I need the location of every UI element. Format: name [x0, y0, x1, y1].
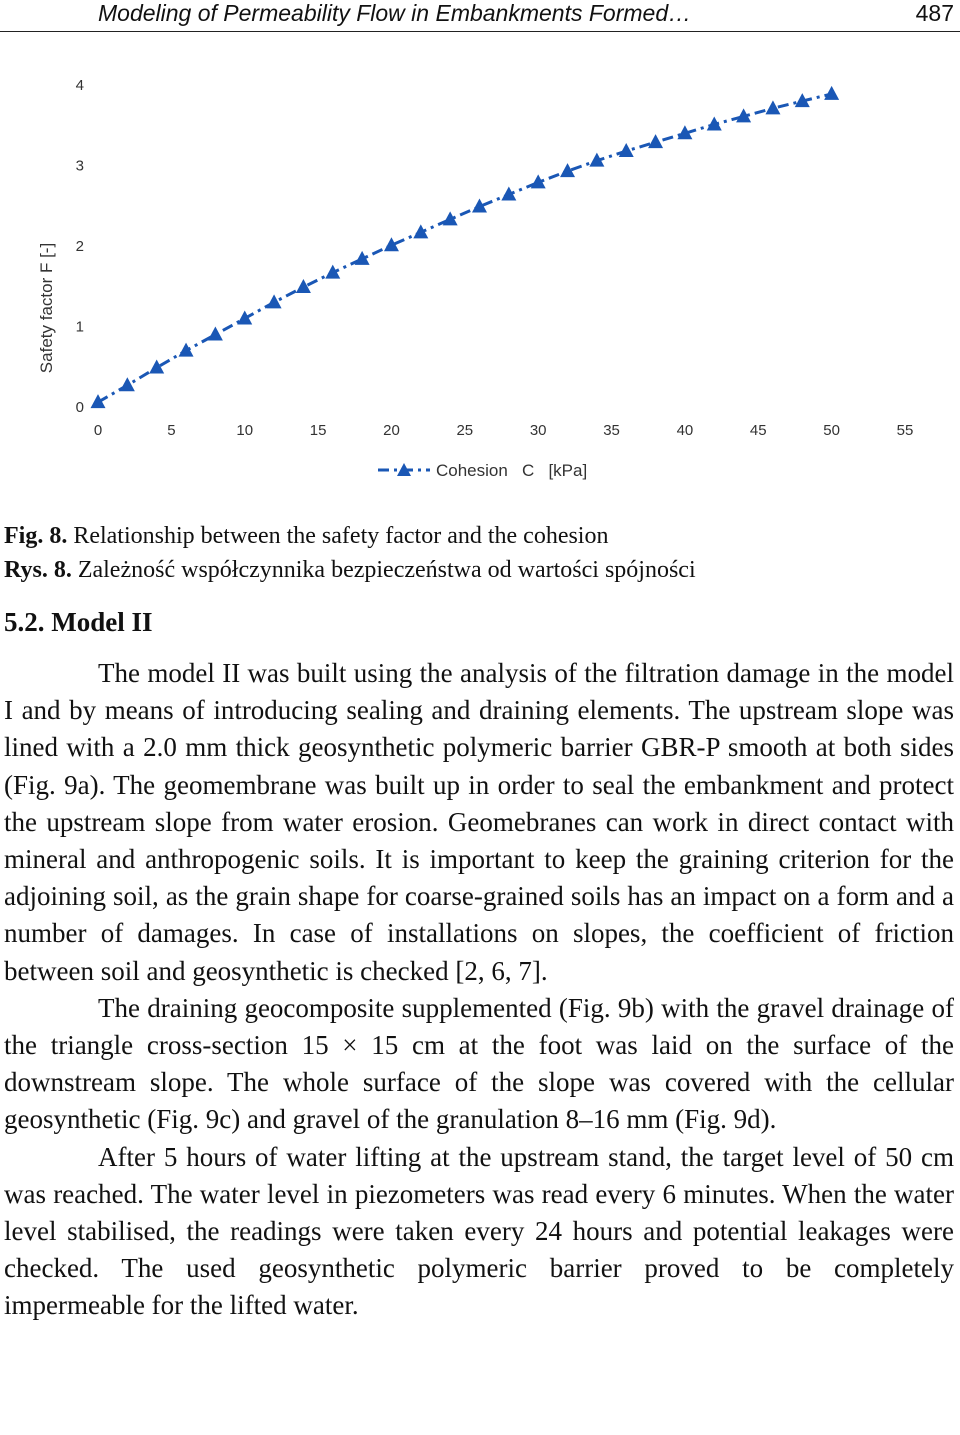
data-point — [179, 343, 194, 357]
x-tick-label: 10 — [236, 422, 254, 439]
x-tick-label: 5 — [167, 422, 176, 439]
data-point — [267, 294, 282, 308]
data-point — [149, 360, 164, 374]
y-tick-label: 2 — [75, 238, 84, 255]
x-tick-label: 0 — [93, 422, 103, 439]
data-point — [208, 327, 223, 341]
running-header — [0, 0, 960, 32]
paragraph-3: After 5 hours of water lifting at the upstream stand, the target level of 50 cm was reached. The water level in piezometers was read every 6 minutes. When the water level stabilised, the readings were taken every 24 hours and potential leakages were checked. The used geosynthetic polymeric barrier proved to be completely impermeable for the lifted water. — [4, 1141, 954, 1321]
x-tick-label: 25 — [456, 422, 474, 439]
y-tick-label: 4 — [75, 77, 84, 94]
section-heading: 5.2. Model II — [4, 607, 153, 637]
running-title: Modeling of Permeability Flow in Embankments Formed… — [98, 0, 692, 26]
data-point — [91, 394, 106, 408]
x-tick-label: 15 — [309, 422, 327, 439]
page-number: 487 — [915, 0, 954, 26]
x-tick-label: 45 — [749, 422, 767, 439]
safety-factor-chart — [0, 60, 960, 500]
caption-pl-label: Rys. 8. — [4, 557, 72, 583]
x-tick-label: 50 — [823, 422, 840, 439]
x-tick-label: 55 — [896, 422, 914, 439]
caption-pl-text: Zależność współczynnika bezpieczeństwa od wartości spójności — [71, 557, 696, 583]
x-axis-ticks — [94, 422, 914, 439]
y-tick-label: 0 — [75, 399, 84, 416]
x-tick-label: 20 — [383, 422, 400, 439]
figure-caption-pl — [4, 556, 696, 584]
legend-label: Cohesion C [kPa] — [436, 461, 588, 480]
x-tick-label: 40 — [676, 422, 694, 439]
section-body — [4, 655, 954, 1325]
y-tick-label: 3 — [75, 157, 84, 175]
y-axis-label: Safety factor F [-] — [37, 242, 56, 374]
figure-caption-en — [4, 522, 608, 550]
data-point — [619, 143, 634, 157]
caption-en-label: Fig. 8. — [4, 523, 68, 549]
data-point — [648, 134, 663, 148]
data-point — [707, 116, 722, 130]
data-point — [120, 377, 135, 391]
x-tick-label: 30 — [529, 422, 547, 439]
data-point — [237, 310, 252, 324]
paragraph-2: The draining geocomposite supplemented (Fig. 9b) with the gravel drainage of the triangle cross-section 15 × 15 cm at the foot was laid on the surface of the downstream slope. The whole surface of the slope was covered with the cellular geosynthetic (Fig. 9c) and gravel of the granulation 8–16 mm (Fig. 9d). — [4, 992, 954, 1135]
paragraph-1: The model II was built using the analysis of the filtration damage in the model I and by means of introducing sealing and draining elements. The upstream slope was lined with a 2.0 mm thick geosynthetic polymeric barrier GBR-P smooth at both sides (Fig. 9a). The geomembrane was built up in order to seal the embankment and protect the upstream slope from water erosion. Geomebranes can work in direct contact with mineral and anthropogenic soils. It is important to keep the graining criterion for the adjoining soil, as the grain shape for coarse-grained soils has an impact on a form and a number of damages. In case of installations on slopes, the coefficient of friction between soil and geosynthetic is checked [2, 6, 7]. — [4, 658, 954, 986]
caption-en-text: Relationship between the safety factor and the cohesion — [67, 523, 609, 549]
series-markers — [91, 86, 840, 408]
series-line — [98, 94, 832, 402]
x-tick-label: 35 — [603, 422, 620, 439]
y-tick-label: 1 — [75, 318, 84, 336]
y-axis-ticks — [76, 77, 84, 416]
data-point — [824, 86, 839, 100]
legend — [378, 461, 587, 480]
